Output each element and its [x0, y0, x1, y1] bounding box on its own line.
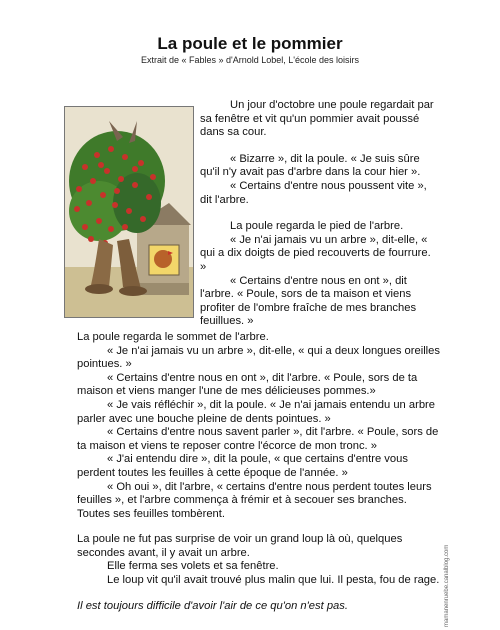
story-paragraph: « Je n'ai jamais vu un arbre », dit-elle, « qui a deux longues oreilles pointues. » — [77, 344, 440, 371]
story-paragraph: « Oh oui », dit l'arbre, « certains d'entre nous perdent toutes leurs feuilles », et l'arbre commença à frémir et à secouer ses branches. Toutes ses feuilles tombèrent. — [77, 480, 432, 520]
story-paragraph: Elle ferma ses volets et sa fenêtre. — [107, 560, 279, 573]
story-title: La poule et le pommier — [157, 34, 343, 53]
story-subtitle: Extrait de « Fables » d'Arnold Lobel, L'école des loisirs — [140, 55, 360, 65]
story-paragraph: « J'ai entendu dire », dit la poule, « que certains d'entre vous perdent toutes les feuilles à cette époque de l'année. » — [77, 453, 408, 479]
story-paragraph: « Certains d'entre nous poussent vite », dit l'arbre. — [200, 179, 427, 206]
story-middle-block — [77, 331, 442, 521]
paragraph-gap — [200, 207, 440, 220]
story-paragraph: « Certains d'entre nous savent parler », dit l'arbre. « Poule, sors de ta maison et viens te reposer contre l'écorce de mon tronc. » — [77, 426, 439, 452]
story-paragraph: La poule regarda le sommet de l'arbre. — [77, 331, 269, 343]
story-paragraph: Le loup vit qu'il avait trouvé plus malin que lui. Il pesta, fou de rage. — [107, 573, 440, 586]
story-moral: Il est toujours difficile d'avoir l'air de ce qu'on n'est pas. — [77, 600, 348, 612]
story-top-block — [200, 99, 440, 329]
blog-credit: mamanenruebe.canalblog.com — [444, 544, 450, 627]
story-end-block — [77, 533, 442, 587]
paragraph-gap — [200, 140, 440, 153]
story-paragraph: La poule regarda le pied de l'arbre. — [230, 220, 404, 233]
story-paragraph: « Bizarre », dit la poule. « Je suis sûre qu'il n'y avait pas d'arbre dans la cour hier ». — [200, 152, 421, 179]
story-paragraph: « Certains d'entre nous en ont », dit l'arbre. « Poule, sors de ta maison et viens manger l'une de mes délicieuses pommes.» — [77, 371, 418, 398]
story-paragraph: La poule ne fut pas surprise de voir un grand loup là où, quelques secondes avant, il y avait un arbre. — [77, 533, 403, 559]
wolf-apple-tree-picture — [65, 107, 193, 317]
story-paragraph: Un jour d'octobre une poule regardait par sa fenêtre et vit qu'un pommier avait poussé dans sa cour. — [200, 99, 434, 139]
story-illustration — [64, 106, 194, 318]
story-paragraph: « Certains d'entre nous en ont », dit l'arbre. « Poule, sors de ta maison et viens profiter de l'ombre fraîche de mes branches feuillues. » — [200, 274, 417, 328]
story-paragraph: « Je vais réfléchir », dit la poule. « Je n'ai jamais entendu un arbre parler avec une bouche pleine de dents pointues. » — [77, 398, 436, 425]
story-paragraph: « Je n'ai jamais vu un arbre », dit-elle, « qui a dix doigts de pied recouverts de fourrure. » — [200, 233, 431, 273]
